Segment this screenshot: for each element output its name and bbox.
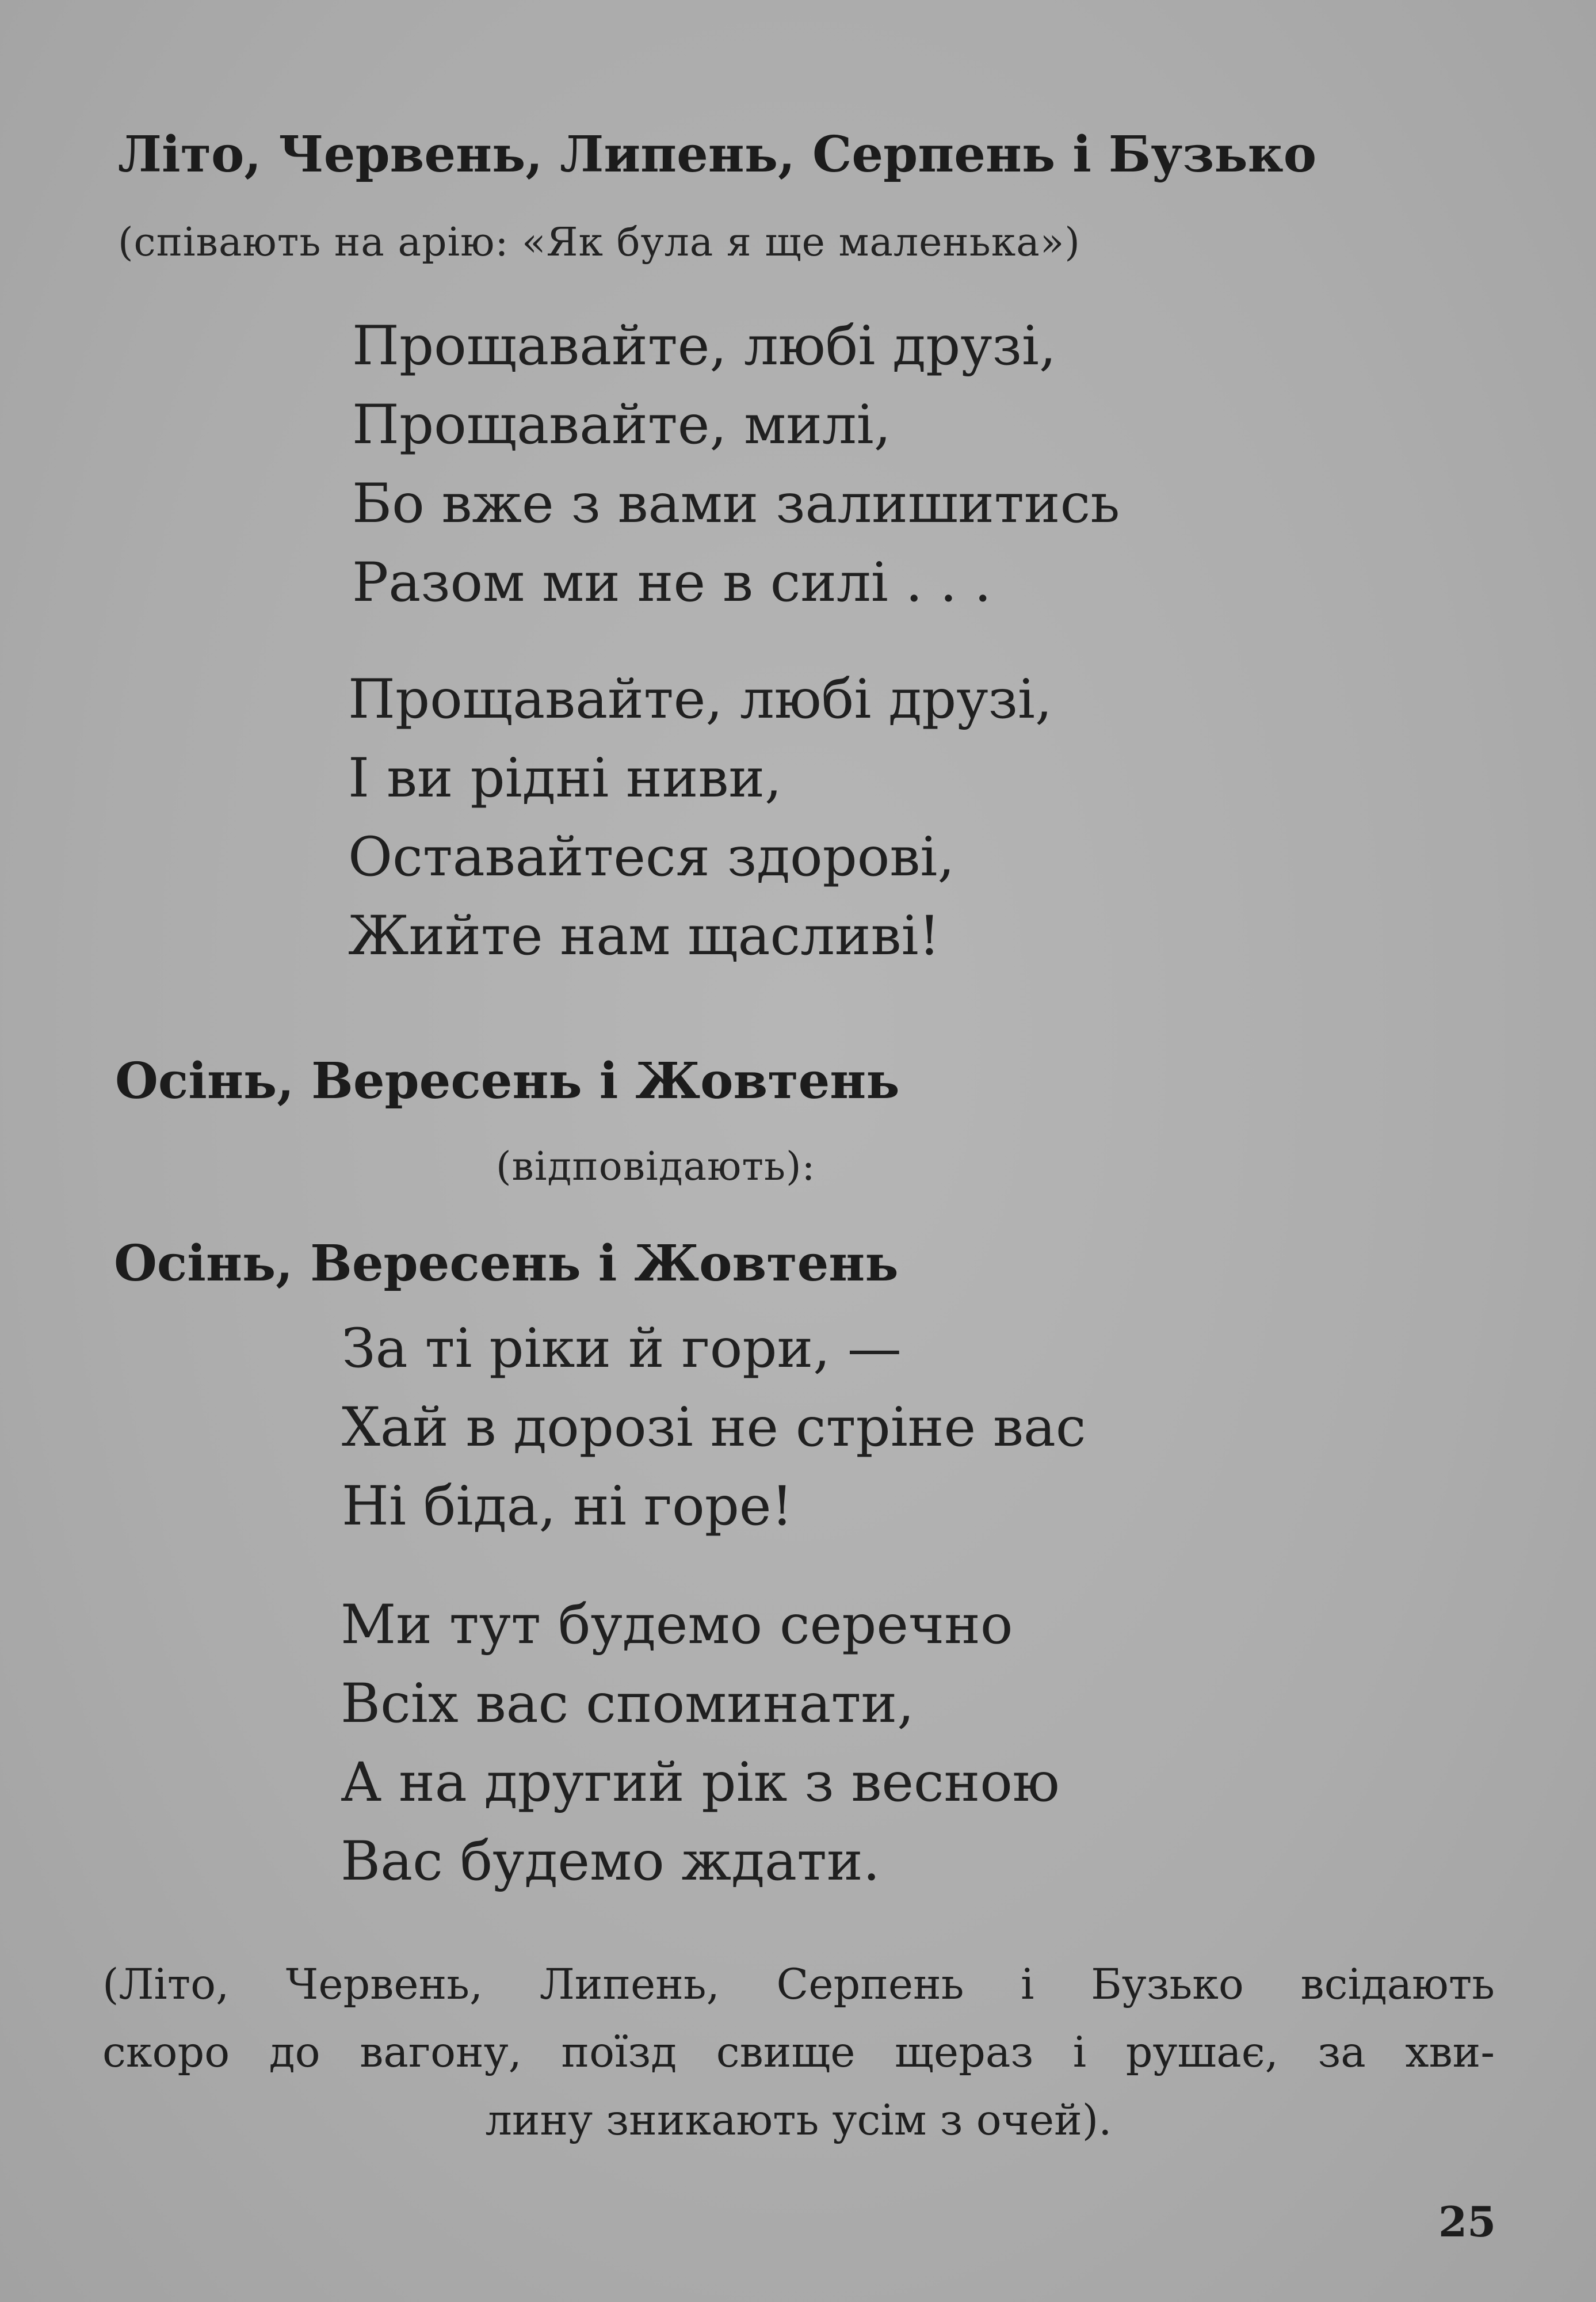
verse-line: Хай в дорозі не стріне вас (342, 1396, 1086, 1459)
speaker-heading-autumn-repeat: Осінь, Вересень і Жовтень (114, 1234, 899, 1293)
closing-stage-direction (102, 1951, 1495, 2155)
verse-line: Прощавайте, любі друзі, (348, 668, 1052, 731)
verse-line: Оставайтеся здорові, (348, 826, 955, 889)
speaker-heading-summer: Літо, Червень, Липень, Серпень і Бузько (118, 125, 1317, 184)
verse-stanza (341, 1586, 1060, 1901)
page-number: 25 (1438, 2197, 1496, 2246)
verse-line: І ви рідні ниви, (348, 747, 782, 810)
verse-stanza (352, 307, 1120, 622)
verse-stanza (348, 660, 1052, 975)
closing-line: скоро до вагону, поїзд свище щераз і рушає, за хви- (102, 2028, 1495, 2077)
verse-line: Ні біда, ні горе! (342, 1475, 793, 1538)
verse-line: За ті ріки й гори, — (342, 1317, 902, 1380)
verse-line: Разом ми не в силі . . . (352, 551, 992, 614)
verse-line: Всіх вас споминати, (341, 1672, 915, 1735)
stage-direction-answer: (відповідають): (496, 1144, 816, 1190)
speaker-heading-autumn: Осінь, Вересень і Жовтень (115, 1052, 900, 1110)
verse-line: Прощавайте, любі друзі, (352, 315, 1056, 378)
closing-line: лину зникають усім з очей). (485, 2096, 1112, 2145)
verse-line: Ми тут будемо серечно (341, 1594, 1013, 1656)
verse-line: А на другий рік з весною (341, 1751, 1060, 1814)
verse-line: Бо вже з вами залишитись (352, 472, 1120, 535)
verse-line: Прощавайте, милі, (352, 394, 891, 456)
verse-line: Жийте нам щасливі! (348, 905, 941, 967)
stage-direction-sing: (співають на арію: «Як була я ще маленька») (118, 220, 1080, 265)
verse-line: Вас будемо ждати. (341, 1830, 880, 1893)
verse-stanza (342, 1309, 1086, 1546)
closing-line: (Літо, Червень, Липень, Серпень і Бузько всідають (102, 1960, 1495, 2009)
